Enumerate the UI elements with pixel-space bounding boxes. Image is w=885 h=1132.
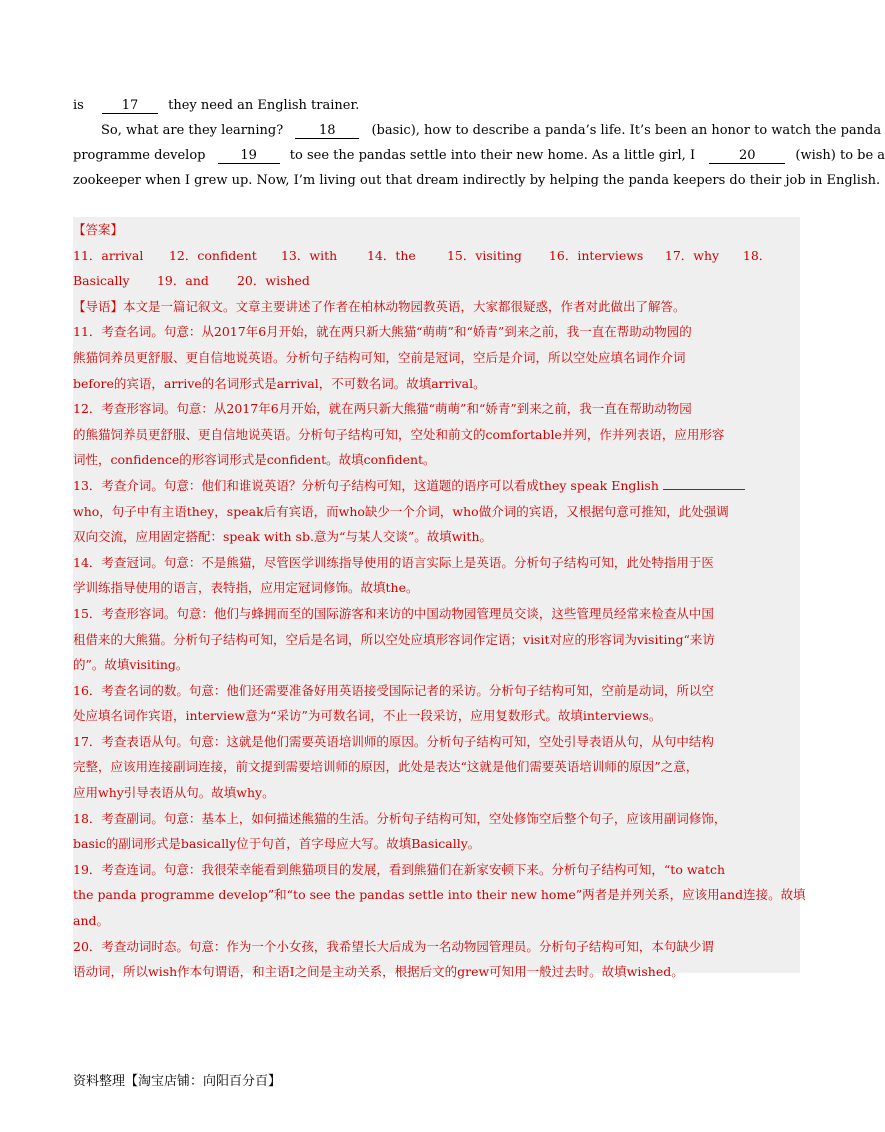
explanation-line-13a [73, 473, 800, 499]
passage-line-1 [73, 93, 800, 118]
daoyu-line: 【导语】本文是一篇记叙文。文章主要讲述了作者在柏林动物园教英语，大家都很疑惑，作者对此做出了解答。 [73, 298, 686, 314]
explanation-line: 租借来的大熊猫。分析句子结构可知，空后是名词，所以空处应填形容词作定语；visit对应的形容词为visiting“来访 [73, 631, 715, 647]
explanation-line: 19．考查连词。句意：我很荣幸能看到熊猫项目的发展，看到熊猫们在新家安顿下来。分析句子结构可知，“to watch [73, 861, 726, 877]
explanation-line: 15．考查形容词。句意：他们与蜂拥而至的国际游客和来访的中国动物园管理员交谈，这些管理员经常来检查从中国 [73, 605, 714, 621]
blank-18: 18 [295, 123, 359, 139]
explanation-line: 语动词，所以wish作本句谓语，和主语I之间是主动关系，根据后文的grew可知用一般过去时。故填wished。 [73, 964, 684, 980]
explanation-line: who，句子中有主语they，speak后有宾语，而who缺少一个介词，who做介词的宾语，又根据句意可推知，此处强调 [73, 503, 729, 519]
explanation-line: 14．考查冠词。句意：不是熊猫，尽管医学训练指导使用的语言实际上是英语。分析句子结构可知，此处特指用于医 [73, 554, 714, 570]
answer-item: 15．visiting [446, 247, 522, 263]
passage-text: (wish) to be a [795, 148, 885, 163]
answer-item: 17．why [664, 247, 720, 263]
answer-item: 14．the [366, 247, 416, 263]
explanation-line: 12．考查形容词。句意：从2017年6月开始，就在两只新大熊猫“萌萌”和“娇青”到来之前，我一直在帮助动物园 [73, 401, 692, 417]
passage-line-4: zookeeper when I grew up. Now, I’m living out that dream indirectly by helping the panda keepers do their job in English. [73, 173, 881, 188]
explanation-line: 学训练指导使用的语言，表特指，应用定冠词修饰。故填the。 [73, 580, 419, 596]
explanation-line: the panda programme develop”和“to see the pandas settle into their new home”两者是并列关系，应该用and连接。故填 [73, 887, 806, 903]
answer-item: Basically [73, 273, 130, 289]
blank-19: 19 [218, 148, 280, 164]
explanation-line: 完整，应该用连接副词连接，前文提到需要培训师的原因，此处是表达“这就是他们需要英语培训师的原因”之意， [73, 759, 699, 775]
passage-text: So, what are they learning? [101, 123, 284, 138]
explanation-line: 应用why引导表语从句。故填why。 [73, 785, 275, 801]
passage-text: to see the pandas settle into their new home. As a little girl, I [289, 148, 696, 163]
explanation-line: 熊猫饲养员更舒服、更自信地说英语。分析句子结构可知，空前是冠词，空后是介词，所以空处应填名词作介词 [73, 349, 686, 365]
explanation-line: 17．考查表语从句。句意：这就是他们需要英语培训师的原因。分析句子结构可知，空处引导表语从句，从句中结构 [73, 733, 714, 749]
explanation-text: 13．考查介词。句意：他们和谁说英语？分析句子结构可知，这道题的语序可以看成they speak English [73, 477, 659, 493]
passage-text: is [73, 98, 84, 113]
answer-item: 18． [742, 247, 772, 263]
answer-item: 16．interviews [548, 247, 644, 263]
explanation-line: and。 [73, 913, 110, 929]
explanation-line: 双向交流，应用固定搭配：speak with sb.意为“与某人交谈”。故填with。 [73, 529, 493, 545]
explanation-line: 11．考查名词。句意：从2017年6月开始，就在两只新大熊猫“萌萌”和“娇青”到来之前，我一直在帮助动物园的 [73, 324, 692, 340]
blank-17: 17 [102, 98, 158, 114]
footer-source: 资料整理【淘宝店铺：向阳百分百】 [73, 1074, 282, 1089]
explanation-line: before的宾语，arrive的名词形式是arrival，不可数名词。故填arrival。 [73, 375, 486, 391]
answer-list-cont [73, 268, 800, 294]
answer-header: 【答案】 [73, 222, 124, 237]
answer-item: 19．and [156, 273, 209, 289]
answer-item: 13．with [280, 247, 338, 263]
passage [73, 93, 885, 193]
explanation-line: 18．考查副词。句意：基本上，如何描述熊猫的生活。分析句子结构可知，空处修饰空后整个句子，应该用副词修饰， [73, 810, 727, 826]
passage-line-2 [73, 118, 882, 143]
explanation-line: basic的副词形式是basically位于句首，首字母应大写。故填Basically。 [73, 836, 481, 852]
answer-list [73, 243, 800, 269]
passage-text: programme develop [73, 148, 206, 163]
blank-underline [663, 475, 745, 490]
explanation-line: 16．考查名词的数。句意：他们还需要准备好用英语接受国际记者的采访。分析句子结构可知，空前是动词，所以空 [73, 682, 714, 698]
passage-text: they need an English trainer. [168, 98, 360, 113]
passage-line-3 [73, 143, 885, 168]
explanation-line: 词性，confidence的形容词形式是confident。故填confident。 [73, 452, 436, 468]
passage-text: (basic), how to describe a panda’s life. It’s been an honor to watch the panda [371, 123, 882, 138]
explanation-line: 处应填名词作宾语，interview意为“采访”为可数名词，不止一段采访，应用复数形式。故填interviews。 [73, 708, 662, 724]
answer-section [73, 217, 806, 980]
explanation-line: 20．考查动词时态。句意：作为一个小女孩，我希望长大后成为一名动物园管理员。分析句子结构可知，本句缺少谓 [73, 938, 714, 954]
answer-item: 11．arrival [73, 247, 144, 263]
explanation-line: 的”。故填visiting。 [73, 657, 189, 673]
explanation-line: 的熊猫饲养员更舒服、更自信地说英语。分析句子结构可知，空处和前文的comfortable并列，作并列表语，应用形容 [73, 426, 725, 442]
blank-20: 20 [709, 148, 785, 164]
explanations [73, 319, 806, 984]
answer-item: 20．wished [236, 273, 310, 289]
answer-item: 12．confident [168, 247, 257, 263]
